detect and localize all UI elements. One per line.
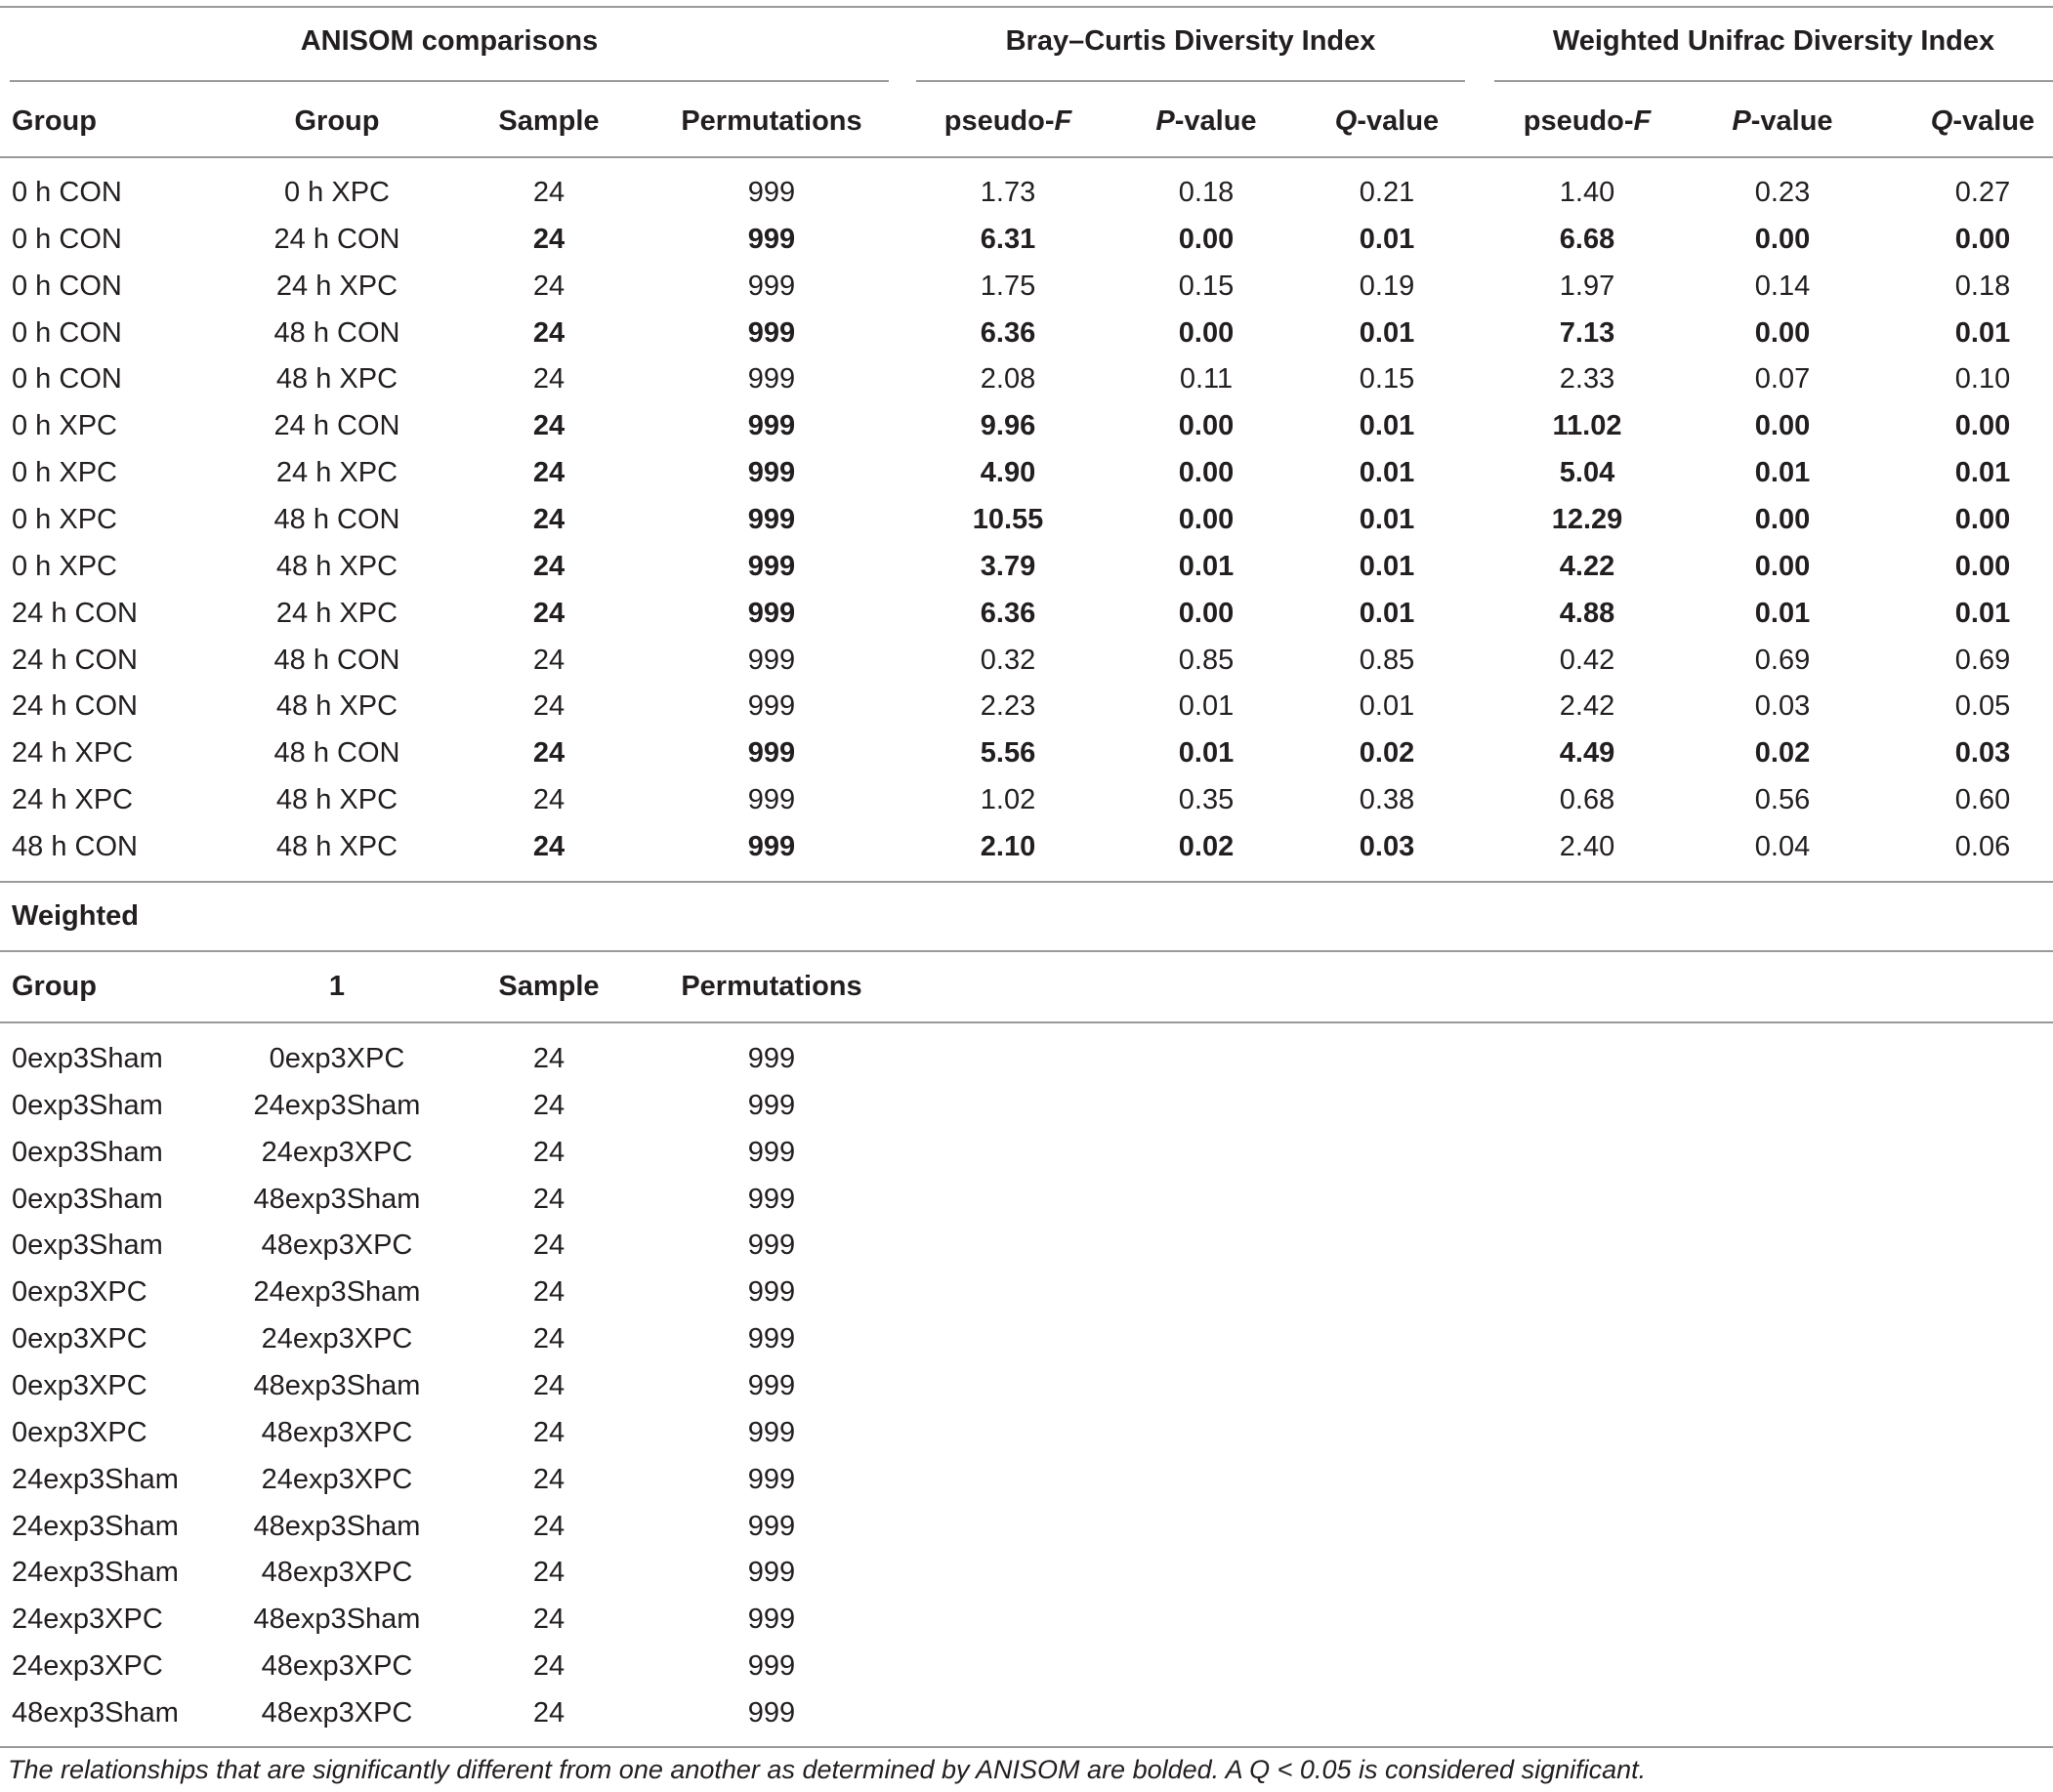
table-cell-bc-p: 0.15 bbox=[1178, 270, 1235, 302]
col-header-wu-p-value: P-value bbox=[1732, 105, 1833, 137]
section2-col-header-sample: Sample bbox=[498, 971, 600, 1002]
table-cell-bc-f: 4.90 bbox=[980, 457, 1036, 489]
table-cell-bc-f: 1.73 bbox=[980, 177, 1036, 208]
col-header-wu-pseudo-f: pseudo-F bbox=[1523, 105, 1652, 137]
table-cell-perm: 999 bbox=[747, 1557, 796, 1589]
table-cell-wu-f: 0.42 bbox=[1559, 644, 1615, 676]
col-header-permutations: Permutations bbox=[681, 105, 862, 137]
table-cell-bc-q: 0.21 bbox=[1359, 177, 1415, 208]
table-cell-g1: 0exp3Sham bbox=[12, 1229, 163, 1262]
table-cell-n: 24 bbox=[532, 223, 566, 255]
table-cell-g2: 48 h XPC bbox=[275, 690, 398, 723]
table-cell-perm: 999 bbox=[747, 1696, 796, 1729]
col-header-bc-pseudo-f: pseudo-F bbox=[943, 105, 1072, 137]
table-cell-wu-p: 0.56 bbox=[1754, 784, 1811, 816]
table-cell-perm: 999 bbox=[747, 1416, 796, 1448]
table-cell-wu-q: 0.00 bbox=[1954, 550, 2011, 582]
section-header-rule bbox=[0, 1021, 2053, 1023]
table-cell-bc-q: 0.01 bbox=[1359, 550, 1415, 582]
section-title-weighted: Weighted bbox=[12, 900, 139, 932]
table-cell-perm: 999 bbox=[747, 1463, 796, 1495]
table-cell-n: 24 bbox=[532, 1696, 566, 1729]
table-cell-wu-q: 0.03 bbox=[1954, 737, 2011, 770]
table-cell-g2: 48exp3XPC bbox=[261, 1416, 413, 1448]
table-cell-g2: 24 h XPC bbox=[275, 597, 398, 629]
table-cell-wu-p: 0.14 bbox=[1754, 270, 1811, 302]
table-cell-n: 24 bbox=[532, 784, 566, 816]
table-cell-wu-q: 0.01 bbox=[1954, 597, 2011, 629]
table-cell-g1: 0exp3XPC bbox=[12, 1323, 147, 1355]
table-cell-bc-p: 0.11 bbox=[1179, 363, 1234, 396]
table-cell-g1: 24exp3Sham bbox=[12, 1510, 179, 1542]
table-cell-wu-p: 0.04 bbox=[1754, 830, 1811, 862]
table-cell-bc-p: 0.00 bbox=[1178, 410, 1235, 442]
table-cell-g1: 0 h CON bbox=[12, 316, 122, 349]
table-cell-perm: 999 bbox=[747, 457, 796, 489]
table-cell-n: 24 bbox=[532, 503, 566, 535]
table-cell-wu-f: 4.22 bbox=[1559, 550, 1615, 582]
table-cell-g1: 48 h CON bbox=[12, 830, 138, 862]
table-cell-g1: 0exp3XPC bbox=[12, 1369, 147, 1401]
table-cell-bc-q: 0.01 bbox=[1359, 690, 1415, 723]
table-cell-perm: 999 bbox=[747, 784, 796, 816]
table-cell-wu-p: 0.03 bbox=[1754, 690, 1811, 723]
table-cell-wu-p: 0.00 bbox=[1754, 503, 1811, 535]
table-cell-n: 24 bbox=[532, 1650, 566, 1683]
table-cell-perm: 999 bbox=[747, 177, 796, 208]
section2-col-header-permutations: Permutations bbox=[681, 971, 862, 1002]
table-cell-g1: 0 h CON bbox=[12, 223, 122, 255]
table-cell-bc-f: 1.02 bbox=[980, 784, 1036, 816]
table-cell-n: 24 bbox=[532, 457, 566, 489]
table-cell-wu-q: 0.05 bbox=[1954, 690, 2011, 723]
table-cell-g1: 0exp3Sham bbox=[12, 1043, 163, 1074]
table-cell-g1: 24 h CON bbox=[12, 690, 138, 723]
table-cell-g2: 24exp3Sham bbox=[253, 1276, 421, 1309]
table-cell-n: 24 bbox=[532, 550, 566, 582]
table-cell-bc-q: 0.01 bbox=[1359, 597, 1415, 629]
table-cell-g1: 0 h CON bbox=[12, 177, 122, 208]
table-cell-wu-f: 2.33 bbox=[1559, 363, 1615, 396]
table-bottom-rule bbox=[0, 1746, 2053, 1748]
table-cell-bc-q: 0.02 bbox=[1359, 737, 1415, 770]
section-title-rule bbox=[0, 950, 2053, 952]
table-cell-wu-f: 7.13 bbox=[1559, 316, 1615, 349]
group-header-bray-curtis: Bray–Curtis Diversity Index bbox=[1005, 25, 1376, 57]
section2-col-header-1: 1 bbox=[328, 971, 346, 1002]
table-cell-g2: 48exp3Sham bbox=[253, 1183, 421, 1215]
table-cell-wu-f: 5.04 bbox=[1559, 457, 1615, 489]
table-cell-wu-f: 4.49 bbox=[1559, 737, 1615, 770]
table-cell-wu-f: 6.68 bbox=[1559, 223, 1615, 255]
table-cell-g2: 48exp3Sham bbox=[253, 1604, 421, 1636]
table-cell-perm: 999 bbox=[747, 503, 796, 535]
table-cell-bc-f: 1.75 bbox=[980, 270, 1036, 302]
table-cell-perm: 999 bbox=[747, 644, 796, 676]
table-cell-perm: 999 bbox=[747, 410, 796, 442]
table-cell-g2: 48exp3XPC bbox=[261, 1557, 413, 1589]
table-cell-perm: 999 bbox=[747, 316, 796, 349]
table-cell-wu-p: 0.07 bbox=[1754, 363, 1811, 396]
table-cell-perm: 999 bbox=[747, 690, 796, 723]
table-cell-g1: 24exp3Sham bbox=[12, 1463, 179, 1495]
table-cell-g1: 24 h XPC bbox=[12, 784, 134, 816]
table-cell-perm: 999 bbox=[747, 1604, 796, 1636]
table-cell-bc-q: 0.01 bbox=[1359, 457, 1415, 489]
table-cell-bc-p: 0.00 bbox=[1178, 316, 1235, 349]
table-cell-wu-q: 0.06 bbox=[1954, 830, 2011, 862]
table-cell-n: 24 bbox=[532, 1463, 566, 1495]
table-cell-bc-q: 0.03 bbox=[1359, 830, 1415, 862]
table-cell-wu-p: 0.00 bbox=[1754, 223, 1811, 255]
table-cell-g2: 24exp3Sham bbox=[253, 1089, 421, 1121]
bray-group-rule bbox=[916, 80, 1465, 82]
table-cell-wu-q: 0.18 bbox=[1954, 270, 2011, 302]
table-cell-g2: 48 h XPC bbox=[275, 830, 398, 862]
table-cell-g1: 0 h CON bbox=[12, 270, 122, 302]
section2-col-header-group: Group bbox=[12, 971, 97, 1002]
table-cell-n: 24 bbox=[532, 830, 566, 862]
table-cell-n: 24 bbox=[532, 316, 566, 349]
table-cell-wu-f: 1.40 bbox=[1559, 177, 1615, 208]
table-cell-n: 24 bbox=[532, 410, 566, 442]
table-cell-bc-q: 0.01 bbox=[1359, 316, 1415, 349]
table-cell-g2: 24exp3XPC bbox=[261, 1463, 413, 1495]
table-cell-g2: 0exp3XPC bbox=[269, 1043, 405, 1074]
unifrac-group-rule bbox=[1494, 80, 2053, 82]
table-cell-g2: 48 h XPC bbox=[275, 784, 398, 816]
col-header-bc-p-value: P-value bbox=[1155, 105, 1257, 137]
col-header-group-1: Group bbox=[12, 105, 97, 137]
table-cell-perm: 999 bbox=[747, 363, 796, 396]
table-cell-bc-p: 0.00 bbox=[1178, 457, 1235, 489]
table-cell-perm: 999 bbox=[747, 1650, 796, 1683]
table-cell-g2: 24exp3XPC bbox=[261, 1323, 413, 1355]
table-cell-perm: 999 bbox=[747, 1136, 796, 1168]
table-cell-bc-p: 0.01 bbox=[1178, 550, 1235, 582]
table-cell-wu-q: 0.60 bbox=[1954, 784, 2011, 816]
table-cell-n: 24 bbox=[532, 363, 566, 396]
top-rule bbox=[0, 6, 2053, 8]
table-cell-wu-q: 0.01 bbox=[1954, 316, 2011, 349]
table-cell-g2: 48exp3XPC bbox=[261, 1229, 413, 1262]
table-cell-bc-f: 0.32 bbox=[980, 644, 1036, 676]
table-cell-bc-q: 0.15 bbox=[1359, 363, 1415, 396]
table-cell-g2: 24 h XPC bbox=[275, 270, 398, 302]
col-header-wu-q-value: Q-value bbox=[1930, 105, 2035, 137]
table-cell-bc-q: 0.19 bbox=[1359, 270, 1415, 302]
table-cell-g2: 48 h XPC bbox=[275, 550, 398, 582]
table-cell-n: 24 bbox=[532, 1276, 566, 1309]
table-cell-bc-f: 2.23 bbox=[980, 690, 1036, 723]
table-cell-n: 24 bbox=[532, 1416, 566, 1448]
table-cell-n: 24 bbox=[532, 1136, 566, 1168]
table-cell-perm: 999 bbox=[747, 1043, 796, 1074]
table-cell-wu-p: 0.02 bbox=[1754, 737, 1811, 770]
table-cell-perm: 999 bbox=[747, 223, 796, 255]
table-cell-bc-f: 2.10 bbox=[980, 830, 1036, 862]
table-cell-wu-f: 0.68 bbox=[1559, 784, 1615, 816]
table-cell-g1: 0 h XPC bbox=[12, 457, 117, 489]
table-cell-perm: 999 bbox=[747, 1276, 796, 1309]
table-cell-g1: 24 h CON bbox=[12, 644, 138, 676]
table-cell-bc-p: 0.01 bbox=[1178, 690, 1235, 723]
table-cell-g1: 0exp3XPC bbox=[12, 1416, 147, 1448]
table-cell-g1: 0 h XPC bbox=[12, 550, 117, 582]
col-header-sample: Sample bbox=[498, 105, 600, 137]
table-cell-g1: 24 h CON bbox=[12, 597, 138, 629]
header-bottom-rule bbox=[0, 156, 2053, 158]
table-cell-n: 24 bbox=[532, 1043, 566, 1074]
table-cell-n: 24 bbox=[532, 1557, 566, 1589]
table-cell-g1: 0exp3Sham bbox=[12, 1183, 163, 1215]
table-cell-g2: 48 h CON bbox=[273, 737, 400, 770]
section-top-rule bbox=[0, 881, 2053, 883]
table-cell-g2: 48 h XPC bbox=[275, 363, 398, 396]
table-cell-g1: 24exp3XPC bbox=[12, 1604, 163, 1636]
table-cell-wu-f: 2.42 bbox=[1559, 690, 1615, 723]
table-cell-n: 24 bbox=[532, 177, 566, 208]
table-cell-wu-p: 0.23 bbox=[1754, 177, 1811, 208]
table-cell-wu-f: 12.29 bbox=[1551, 503, 1623, 535]
table-cell-g1: 0 h XPC bbox=[12, 410, 117, 442]
table-cell-wu-q: 0.69 bbox=[1954, 644, 2011, 676]
table-cell-n: 24 bbox=[532, 644, 566, 676]
table-cell-wu-p: 0.01 bbox=[1754, 597, 1811, 629]
table-cell-g2: 48 h CON bbox=[273, 503, 400, 535]
table-cell-g2: 24 h CON bbox=[273, 410, 400, 442]
table-cell-g2: 24 h CON bbox=[273, 223, 400, 255]
table-cell-perm: 999 bbox=[747, 550, 796, 582]
table-cell-bc-f: 5.56 bbox=[980, 737, 1036, 770]
table-cell-g1: 0exp3XPC bbox=[12, 1276, 147, 1309]
table-cell-perm: 999 bbox=[747, 1229, 796, 1262]
table-cell-n: 24 bbox=[532, 1323, 566, 1355]
table-cell-bc-f: 6.36 bbox=[980, 597, 1036, 629]
table-cell-g1: 0exp3Sham bbox=[12, 1089, 163, 1121]
table-cell-g2: 48exp3Sham bbox=[253, 1369, 421, 1401]
table-cell-perm: 999 bbox=[747, 1089, 796, 1121]
col-header-group-2: Group bbox=[294, 105, 380, 137]
table-cell-wu-q: 0.10 bbox=[1954, 363, 2011, 396]
table-cell-g1: 0 h XPC bbox=[12, 503, 117, 535]
table-cell-bc-p: 0.00 bbox=[1178, 503, 1235, 535]
table-cell-g1: 24exp3XPC bbox=[12, 1650, 163, 1683]
table-cell-n: 24 bbox=[532, 1089, 566, 1121]
table-cell-bc-f: 2.08 bbox=[980, 363, 1036, 396]
table-cell-g2: 48 h CON bbox=[273, 644, 400, 676]
group-header-weighted-unifrac: Weighted Unifrac Diversity Index bbox=[1552, 25, 1995, 57]
table-cell-perm: 999 bbox=[747, 830, 796, 862]
table-cell-bc-p: 0.85 bbox=[1178, 644, 1235, 676]
col-header-bc-q-value: Q-value bbox=[1334, 105, 1440, 137]
table-cell-n: 24 bbox=[532, 690, 566, 723]
table-cell-g2: 48exp3XPC bbox=[261, 1650, 413, 1683]
table-cell-wu-q: 0.00 bbox=[1954, 503, 2011, 535]
table-cell-n: 24 bbox=[532, 737, 566, 770]
table-cell-bc-q: 0.85 bbox=[1359, 644, 1415, 676]
table-cell-g2: 24exp3XPC bbox=[261, 1136, 413, 1168]
table-cell-wu-p: 0.01 bbox=[1754, 457, 1811, 489]
table-cell-bc-f: 3.79 bbox=[980, 550, 1036, 582]
table-cell-perm: 999 bbox=[747, 1183, 796, 1215]
table-cell-n: 24 bbox=[532, 1183, 566, 1215]
table-cell-wu-q: 0.00 bbox=[1954, 223, 2011, 255]
table-cell-bc-f: 6.31 bbox=[980, 223, 1036, 255]
anisom-group-rule bbox=[10, 80, 889, 82]
table-cell-wu-p: 0.69 bbox=[1754, 644, 1811, 676]
table-cell-g2: 48exp3Sham bbox=[253, 1510, 421, 1542]
table-cell-bc-p: 0.00 bbox=[1178, 597, 1235, 629]
table-cell-g1: 0exp3Sham bbox=[12, 1136, 163, 1168]
table-cell-bc-p: 0.18 bbox=[1178, 177, 1235, 208]
table-cell-n: 24 bbox=[532, 1369, 566, 1401]
table-cell-wu-q: 0.00 bbox=[1954, 410, 2011, 442]
table-cell-perm: 999 bbox=[747, 270, 796, 302]
table-cell-bc-q: 0.01 bbox=[1359, 410, 1415, 442]
table-cell-bc-f: 10.55 bbox=[972, 503, 1044, 535]
table-cell-wu-p: 0.00 bbox=[1754, 316, 1811, 349]
table-cell-perm: 999 bbox=[747, 1510, 796, 1542]
table-cell-g1: 24exp3Sham bbox=[12, 1557, 179, 1589]
table-cell-perm: 999 bbox=[747, 737, 796, 770]
table-cell-n: 24 bbox=[532, 597, 566, 629]
table-cell-n: 24 bbox=[532, 1229, 566, 1262]
table-cell-wu-p: 0.00 bbox=[1754, 410, 1811, 442]
table-cell-wu-q: 0.01 bbox=[1954, 457, 2011, 489]
table-cell-g2: 48exp3XPC bbox=[261, 1696, 413, 1729]
table-cell-perm: 999 bbox=[747, 1369, 796, 1401]
table-cell-n: 24 bbox=[532, 1510, 566, 1542]
table-cell-bc-q: 0.01 bbox=[1359, 503, 1415, 535]
table-cell-wu-f: 4.88 bbox=[1559, 597, 1615, 629]
group-header-anisom: ANISOM comparisons bbox=[300, 25, 599, 57]
table-cell-wu-p: 0.00 bbox=[1754, 550, 1811, 582]
table-cell-bc-f: 9.96 bbox=[980, 410, 1036, 442]
table-cell-wu-f: 11.02 bbox=[1552, 410, 1622, 442]
table-cell-g2: 24 h XPC bbox=[275, 457, 398, 489]
table-cell-bc-p: 0.01 bbox=[1178, 737, 1235, 770]
table-cell-bc-p: 0.35 bbox=[1178, 784, 1235, 816]
table-cell-wu-q: 0.27 bbox=[1954, 177, 2011, 208]
table-cell-g1: 0 h CON bbox=[12, 363, 122, 396]
table-caption: The relationships that are significantly different from one another as determined by ANISOM are bolded. A Q < 0.05 is considered significant. bbox=[8, 1755, 1647, 1784]
table-cell-bc-f: 6.36 bbox=[980, 316, 1036, 349]
table-cell-wu-f: 2.40 bbox=[1559, 830, 1615, 862]
table-cell-g1: 24 h XPC bbox=[12, 737, 134, 770]
table-cell-bc-q: 0.38 bbox=[1359, 784, 1415, 816]
table-cell-bc-q: 0.01 bbox=[1359, 223, 1415, 255]
table-cell-bc-p: 0.00 bbox=[1178, 223, 1235, 255]
table-cell-n: 24 bbox=[532, 1604, 566, 1636]
table-cell-perm: 999 bbox=[747, 1323, 796, 1355]
table-cell-bc-p: 0.02 bbox=[1178, 830, 1235, 862]
table-cell-g2: 48 h CON bbox=[273, 316, 400, 349]
table-cell-wu-f: 1.97 bbox=[1559, 270, 1615, 302]
table-cell-n: 24 bbox=[532, 270, 566, 302]
table-cell-g1: 48exp3Sham bbox=[12, 1696, 179, 1729]
table-cell-perm: 999 bbox=[747, 597, 796, 629]
table-cell-g2: 0 h XPC bbox=[284, 177, 390, 208]
